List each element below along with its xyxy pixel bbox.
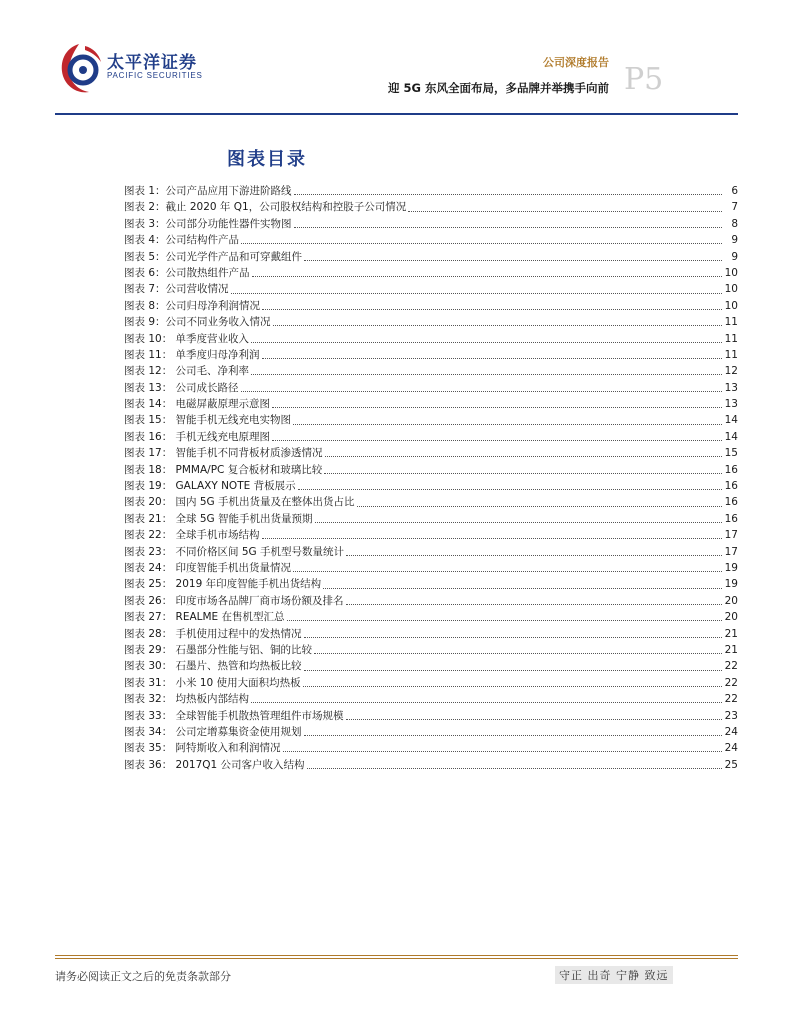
toc-leader-dots — [304, 661, 722, 673]
toc-entry-label: 图表 19： GALAXY NOTE 背板展示 — [124, 480, 296, 493]
toc-entry[interactable] — [124, 609, 738, 625]
toc-entry-label: 图表 29： 石墨部分性能与铝、铜的比较 — [124, 643, 313, 656]
toc-entry-page: 9 — [731, 250, 738, 263]
report-title: 迎 5G 东风全面布局，多品牌并举携手向前 — [388, 81, 609, 95]
toc-entry[interactable] — [124, 347, 738, 363]
toc-leader-dots — [346, 546, 722, 558]
toc-entry-label: 图表 12： 公司毛、净利率 — [124, 365, 250, 378]
toc-leader-dots — [346, 710, 722, 722]
toc-entry-page: 16 — [724, 496, 738, 509]
pacific-logo-icon — [55, 40, 105, 96]
toc-entry-label: 图表 26： 印度市场各品牌厂商市场份额及排名 — [124, 594, 344, 607]
toc-entry-page: 9 — [731, 234, 738, 247]
toc-entry-label: 图表 13： 公司成长路径 — [124, 381, 239, 394]
toc-entry-page: 7 — [731, 201, 738, 214]
toc-entry-label: 图表 27： REALME 在售机型汇总 — [124, 611, 285, 624]
toc-entry-label: 图表 33： 全球智能手机散热管理组件市场规模 — [124, 709, 344, 722]
toc-entry-page: 16 — [724, 463, 738, 476]
toc-leader-dots — [346, 595, 722, 607]
toc-entry-label: 图表 16： 手机无线充电原理图 — [124, 430, 271, 443]
toc-entry-page: 6 — [731, 185, 738, 197]
toc-entry-page: 25 — [724, 758, 738, 771]
toc-leader-dots — [304, 628, 722, 640]
toc-leader-dots — [294, 185, 722, 197]
toc-entry[interactable] — [124, 724, 738, 740]
toc-entry[interactable] — [124, 380, 738, 396]
toc-entry[interactable] — [124, 740, 738, 756]
toc-leader-dots — [303, 677, 722, 689]
toc-entry[interactable] — [124, 183, 738, 199]
toc-entry-page: 11 — [724, 316, 738, 329]
toc-entry[interactable] — [124, 281, 738, 297]
toc-entry-label: 图表 23： 不同价格区间 5G 手机型号数量统计 — [124, 545, 345, 558]
toc-leader-dots — [262, 300, 722, 312]
toc-entry-label: 图表 11： 单季度归母净利润 — [124, 348, 260, 361]
company-logo — [55, 40, 215, 96]
toc-leader-dots — [241, 234, 722, 246]
toc-entry-page: 21 — [724, 627, 738, 640]
toc-entry[interactable] — [124, 675, 738, 691]
toc-entry-page: 14 — [724, 430, 738, 443]
toc-entry-page: 15 — [724, 447, 738, 460]
toc-leader-dots — [408, 202, 722, 214]
toc-entry-label: 图表 32： 均热板内部结构 — [124, 693, 250, 706]
toc-entry-label: 图表 35： 阿特斯收入和利润情况 — [124, 742, 281, 755]
toc-entry-label: 图表 22： 全球手机市场结构 — [124, 529, 260, 542]
toc-entry[interactable] — [124, 412, 738, 428]
header-divider — [55, 113, 738, 115]
toc-entry-label: 图表 36： 2017Q1 公司客户收入结构 — [124, 758, 305, 771]
toc-entry[interactable] — [124, 511, 738, 527]
toc-entry[interactable] — [124, 265, 738, 281]
toc-leader-dots — [357, 497, 722, 509]
toc-entry[interactable] — [124, 331, 738, 347]
toc-list — [124, 183, 738, 773]
toc-entry[interactable] — [124, 494, 738, 510]
toc-leader-dots — [287, 611, 722, 623]
toc-entry[interactable] — [124, 363, 738, 379]
toc-entry-page: 17 — [724, 529, 738, 542]
toc-leader-dots — [252, 267, 722, 279]
toc-entry[interactable] — [124, 232, 738, 248]
toc-entry-page: 12 — [724, 365, 738, 378]
toc-entry[interactable] — [124, 757, 738, 773]
toc-entry-label: 图表 18： PMMA/PC 复合板材和玻璃比较 — [124, 463, 323, 476]
toc-entry-page: 22 — [724, 660, 738, 673]
toc-entry[interactable] — [124, 560, 738, 576]
toc-leader-dots — [272, 431, 722, 443]
toc-entry-label: 图表 10： 单季度营业收入 — [124, 332, 250, 345]
page-number: P5 — [624, 62, 664, 97]
toc-entry-page: 14 — [724, 414, 738, 427]
toc-entry[interactable] — [124, 527, 738, 543]
toc-leader-dots — [324, 464, 722, 476]
toc-entry-page: 10 — [724, 266, 738, 279]
disclaimer-text: 请务必阅读正文之后的免责条款部分 — [55, 970, 231, 983]
footer-divider — [55, 955, 738, 956]
toc-entry-label: 图表 14： 电磁屏蔽原理示意图 — [124, 398, 271, 411]
toc-leader-dots — [294, 218, 722, 230]
toc-entry[interactable] — [124, 216, 738, 232]
toc-entry-page: 20 — [724, 611, 738, 624]
toc-entry-label: 图表 30： 石墨片、热管和均热板比较 — [124, 660, 302, 673]
toc-entry[interactable] — [124, 544, 738, 560]
toc-entry[interactable] — [124, 314, 738, 330]
toc-leader-dots — [314, 644, 722, 656]
toc-entry[interactable] — [124, 576, 738, 592]
toc-entry[interactable] — [124, 298, 738, 314]
toc-leader-dots — [315, 513, 722, 525]
toc-leader-dots — [304, 251, 722, 263]
toc-entry-page: 17 — [724, 545, 738, 558]
toc-entry-page: 13 — [724, 381, 738, 394]
toc-entry-label: 图表 20： 国内 5G 手机出货量及在整体出货占比 — [124, 496, 355, 509]
toc-entry-page: 16 — [724, 512, 738, 525]
toc-entry-page: 13 — [724, 398, 738, 411]
toc-entry-label: 图表 1：公司产品应用下游进阶路线 — [124, 185, 292, 197]
toc-entry[interactable] — [124, 642, 738, 658]
toc-leader-dots — [262, 349, 722, 361]
toc-entry[interactable] — [124, 658, 738, 674]
toc-leader-dots — [273, 316, 722, 328]
toc-entry[interactable] — [124, 199, 738, 215]
toc-entry-page: 19 — [724, 561, 738, 574]
toc-entry-page: 23 — [724, 709, 738, 722]
toc-leader-dots — [307, 759, 722, 771]
toc-entry-label: 图表 31： 小米 10 使用大面积均热板 — [124, 676, 301, 689]
toc-entry-page: 24 — [724, 742, 738, 755]
company-motto: 守正 出奇 宁静 致远 — [555, 966, 673, 984]
toc-entry-label: 图表 4：公司结构件产品 — [124, 234, 240, 247]
toc-entry-label: 图表 24： 印度智能手机出货量情况 — [124, 561, 292, 574]
toc-entry-label: 图表 5：公司光学件产品和可穿戴组件 — [124, 250, 303, 263]
toc-heading: 图表目录 — [227, 149, 307, 170]
toc-leader-dots — [272, 398, 722, 410]
toc-leader-dots — [251, 693, 722, 705]
toc-entry-page: 22 — [724, 676, 738, 689]
toc-leader-dots — [298, 480, 722, 492]
toc-entry-label: 图表 15： 智能手机无线充电实物图 — [124, 414, 292, 427]
toc-entry[interactable] — [124, 708, 738, 724]
toc-entry[interactable] — [124, 396, 738, 412]
toc-entry-page: 24 — [724, 725, 738, 738]
toc-entry[interactable] — [124, 478, 738, 494]
toc-leader-dots — [304, 726, 722, 738]
toc-leader-dots — [262, 529, 722, 541]
toc-entry-page: 11 — [724, 348, 738, 361]
toc-leader-dots — [251, 333, 722, 345]
toc-entry[interactable] — [124, 249, 738, 265]
toc-entry-label: 图表 8：公司归母净利润情况 — [124, 299, 261, 312]
toc-leader-dots — [293, 415, 722, 427]
toc-entry-page: 10 — [724, 299, 738, 312]
toc-entry[interactable] — [124, 691, 738, 707]
toc-entry[interactable] — [124, 445, 738, 461]
toc-entry[interactable] — [124, 593, 738, 609]
toc-entry-label: 图表 7：公司营收情况 — [124, 283, 229, 296]
toc-entry-page: 22 — [724, 693, 738, 706]
toc-entry-label: 图表 2：截止 2020 年 Q1，公司股权结构和控股子公司情况 — [124, 201, 407, 214]
toc-entry-label: 图表 25： 2019 年印度智能手机出货结构 — [124, 578, 322, 591]
toc-leader-dots — [325, 447, 722, 459]
toc-entry-page: 16 — [724, 480, 738, 493]
toc-entry-label: 图表 17： 智能手机不同背板材质渗透情况 — [124, 447, 323, 460]
brand-name-en: PACIFIC SECURITIES — [107, 71, 203, 80]
toc-leader-dots — [231, 284, 722, 296]
toc-entry-label: 图表 3：公司部分功能性器件实物图 — [124, 217, 292, 230]
toc-entry-page: 20 — [724, 594, 738, 607]
toc-entry-page: 8 — [731, 217, 738, 230]
toc-entry[interactable] — [124, 626, 738, 642]
toc-entry-page: 19 — [724, 578, 738, 591]
toc-leader-dots — [293, 562, 722, 574]
toc-leader-dots — [241, 382, 722, 394]
toc-entry-page: 11 — [724, 332, 738, 345]
toc-leader-dots — [251, 365, 722, 377]
toc-entry[interactable] — [124, 429, 738, 445]
toc-entry-label: 图表 28： 手机使用过程中的发热情况 — [124, 627, 302, 640]
report-type: 公司深度报告 — [543, 56, 609, 69]
footer-divider-secondary — [55, 958, 738, 959]
toc-entry-label: 图表 21： 全球 5G 智能手机出货量预期 — [124, 512, 313, 525]
brand-name-cn: 太平洋证券 — [107, 53, 197, 73]
toc-entry-label: 图表 34： 公司定增募集资金使用规划 — [124, 725, 302, 738]
toc-leader-dots — [283, 742, 722, 754]
toc-entry-page: 10 — [724, 283, 738, 296]
toc-entry-page: 21 — [724, 643, 738, 656]
toc-entry-label: 图表 9：公司不同业务收入情况 — [124, 316, 271, 329]
toc-entry[interactable] — [124, 462, 738, 478]
toc-entry-label: 图表 6：公司散热组件产品 — [124, 266, 250, 279]
toc-leader-dots — [323, 579, 722, 591]
